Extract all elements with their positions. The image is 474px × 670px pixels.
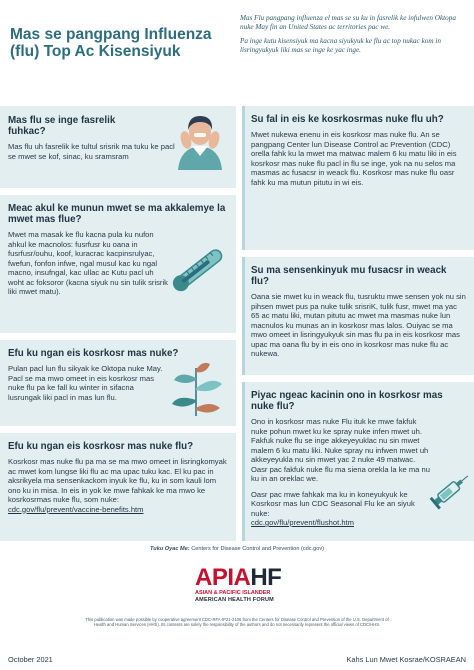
section-body: Mwet ma masak ke flu kacna pula ku nufon ahkul ke macnolos: fusrfusr ku oana in fusrfusr/ouhu, koof, kuracrac kacpinsrulyac, fwefun, fonfon infwe, ngal musul kac ku ngal macno, insufngal, kac ullac ac Kutu pacl uh woht ac foksoror (kacna siyuk nu sin tulik srisrik liki mwet matu). bbox=[8, 230, 168, 296]
section-body: Mas flu uh fasrelik ke tultul srisrik ma tuku ke pacl se mwet se kof, sinac, ku sramsram bbox=[8, 142, 175, 161]
page-title: Mas se pangpang Influenza (flu) Top Ac Kisensiyuk bbox=[10, 26, 212, 60]
section-why-vaccinate bbox=[0, 433, 236, 541]
section-body-2: Oasr pac mwe fahkak ma ku in koneyukyuk ke Kosrkosr mas lun CDC Seasonal Flu ke an siyuk nuke: bbox=[251, 489, 415, 518]
syringe-illustration bbox=[429, 470, 473, 510]
section-heading: Meac akul ke munun mwet se ma akkalemye la mwet mas flue? bbox=[8, 203, 226, 225]
section-transmission bbox=[0, 106, 236, 188]
intro-text bbox=[240, 14, 468, 60]
logo-apia: APIA bbox=[195, 564, 251, 591]
source-text: Centers for Disease Control and Prevention (cdc.gov) bbox=[191, 546, 324, 552]
sick-person-illustration bbox=[172, 110, 228, 172]
leaves-illustration bbox=[166, 358, 230, 420]
section-heading: Efu ku ngan eis kosrkosr mas nuke flu? bbox=[8, 441, 194, 452]
source-label: Tuku Oyac Me: bbox=[149, 546, 190, 552]
fine-print: This publication was made possible by cooperative agreement CDC-RFA-IP21-2106 from the Centers for Disease Control and Prevention of the U.S. Department of Health and Human Services (HHS). Its contents are solely the responsibility of the authors and do not necessarily represent the official views of CDC/HHS. bbox=[85, 617, 389, 628]
section-body: Oana sie mwet ku in weack flu, tusruktu mwe sensen yok nu sin pihsen mwet pus pa nuke tulik srisriK, tulik fusr, mwet ma yac 65 ac matu liki, mutan pitutu ac mwet ma masmas nuke lun macnulos ku munas an in kosrkosr mas lalos. Ouiyac se ma mwo omeet in lisringyukyuk sin mas flu pa in eis kosrkosr mas upac ma oana flu by in eis ono in kosrkosr mas nuke flu ac nukewa. bbox=[251, 292, 466, 358]
section-body: Mwet nukewa enenu in eis kosrkosr mas nuke flu. An se pangpang Center lun Disease Control ac Prevention (CDC) orella fahk ku la mwet ma matwac malem 6 ku matu liki in eis kosrkosr mas nuke flu pacl in flu se inge, yok na nu selos ma masmas ac fusacsr in weack flu. Kosrkosr mas nuke flu oasr fahk ku ma mutun pitutu in wi eis. bbox=[251, 130, 457, 187]
intro-paragraph-1: Mas Flu pangpang influenza el mas se su ku in fasrelik ke infulwen Oktopa nuke May fin an United States ac territories pac we. bbox=[240, 14, 456, 31]
apiahf-logo bbox=[195, 566, 285, 603]
flushot-link[interactable]: cdc.gov/flu/prevent/flushot.htm bbox=[251, 518, 354, 527]
section-heading: Mas flu se inge fasrelik fuhkac? bbox=[8, 115, 116, 137]
section-heading: Su ma sensenkinyuk mu fusacsr in weack flu? bbox=[251, 265, 447, 287]
section-symptoms bbox=[0, 195, 236, 333]
section-body: Ono in kosrkosr mas nuke Flu ituk ke mwe fakfuk nuke pohun mwet ku ke spray nuke infen mwet uh. Fakfuk nuke flu se inge akkeyeyuklac nu sin mwet malem 6 ku matu liki. Nuke spray nu infwen mwet uh akkeyeyukla nu sin mwet yac 2 nuke 49 matwac. Oasr pac fakfuk nuke flu ma siena orekla la ke ma nu ku in an oreklac we. bbox=[251, 417, 430, 483]
thermometer-illustration bbox=[164, 237, 234, 301]
section-high-risk bbox=[245, 257, 474, 375]
vaccine-benefits-link[interactable]: cdc.gov/flu/prevent/vaccine-benefits.htm bbox=[8, 504, 144, 514]
language-label: Kahs Lun Mwet Kosrae/KOSRAEAN bbox=[346, 655, 466, 664]
intro-paragraph-2: Pa inge kutu kisensiyuk ma kacna siyukyuk ke flu ac top nukac kom in lisringyukyuk liki mas se inge ke yac inge. bbox=[240, 37, 441, 54]
section-heading: Su fal in eis ke kosrkosrmas nuke flu uh? bbox=[251, 114, 444, 125]
source-credit bbox=[0, 546, 474, 552]
logo-line-1: ASIAN & PACIFIC ISLANDER bbox=[195, 590, 271, 596]
section-heading: Efu ku ngan eis kosrkosr mas nuke? bbox=[8, 348, 179, 359]
logo-hf: HF bbox=[250, 564, 282, 591]
section-vaccine-types bbox=[245, 382, 474, 541]
section-body: Kosrkosr mas nuke flu pa ma se ma mwo omeet in lisringkomyak ac mwet kom lungse liki flu ac ma upac tuku kac. El ku pac in aksrikyela ma sensenkackom inyuk ke flu, ku in som kauli lom ono ku in misa. In eis in yok ke mwe fahkak ke ma mwo ke kosrkosrmas nuke flu, som nuke: bbox=[8, 457, 227, 504]
section-body: Pulan pacl lun flu sikyak ke Oktopa nuke May. Pacl se ma mwo omeet in eis kosrkosr mas nuke flu pa ke fall ku winter in sifacna lusrungak liki pacl in mas lun flu. bbox=[8, 364, 163, 402]
logo-line-2: AMERICAN HEALTH FORUM bbox=[195, 596, 274, 603]
section-who-vaccinate bbox=[245, 106, 474, 250]
section-when-vaccinate bbox=[0, 340, 236, 426]
publication-date: October 2021 bbox=[8, 655, 53, 664]
section-heading: Piyac ngeac kacinin ono in kosrkosr mas nuke flu? bbox=[251, 390, 443, 412]
